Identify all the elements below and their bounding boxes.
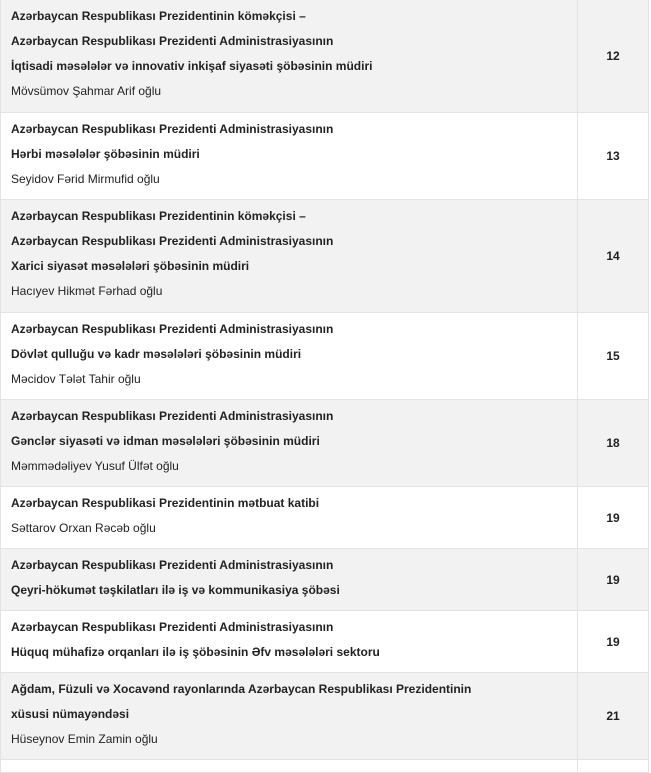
position-title-line: Dövlət qulluğu və kadr məsələləri şöbəsinin müdiri bbox=[11, 347, 302, 361]
position-title-line: Azərbaycan Respublikasi Prezidentinin mətbuat katibi bbox=[11, 496, 320, 510]
position-title-line: Qeyri-hökumət təşkilatları ilə iş və kommunikasiya şöbəsi bbox=[11, 583, 340, 597]
number-cell: 19 bbox=[578, 487, 649, 548]
table-row bbox=[1, 673, 649, 760]
table-row bbox=[1, 611, 649, 673]
position-cell bbox=[1, 673, 578, 759]
position-title-line: Azərbaycan Respublikası Prezidenti Administrasiyasının bbox=[11, 34, 334, 48]
number-cell: 19 bbox=[578, 611, 649, 672]
table-row bbox=[1, 549, 649, 611]
position-cell bbox=[1, 313, 578, 399]
number-cell: 21 bbox=[578, 673, 649, 759]
position-title-line: Hüquq mühafizə orqanları ilə iş şöbəsinin Əfv məsələləri sektoru bbox=[11, 645, 380, 659]
position-cell bbox=[1, 400, 578, 486]
position-title-line: Azərbaycan Respublikası Prezidenti Administrasiyasının bbox=[11, 322, 334, 336]
number-cell: 13 bbox=[578, 113, 649, 199]
official-name: Məmmədəliyev Yusuf Ülfət oğlu bbox=[11, 459, 179, 473]
table-row bbox=[1, 200, 649, 313]
number-cell: 19 bbox=[578, 549, 649, 610]
position-cell bbox=[1, 760, 578, 772]
position-title-line: Ağdam, Füzuli və Xocavənd rayonlarında Azərbaycan Respublikası Prezidentinin bbox=[11, 682, 472, 696]
position-cell bbox=[1, 113, 578, 199]
position-title-line: Azərbaycan Respublikası Prezidenti Administrasiyasının bbox=[11, 122, 334, 136]
position-title-line: Hərbi məsələlər şöbəsinin müdiri bbox=[11, 147, 200, 161]
table-row bbox=[1, 113, 649, 200]
table-row bbox=[1, 400, 649, 487]
official-name: Hacıyev Hikmət Fərhad oğlu bbox=[11, 284, 163, 298]
number-cell: 14 bbox=[578, 200, 649, 312]
position-cell bbox=[1, 487, 578, 548]
table-row bbox=[1, 313, 649, 400]
position-title-line: Gənclər siyasəti və idman məsələləri şöbəsinin müdiri bbox=[11, 434, 320, 448]
number-cell bbox=[578, 760, 649, 772]
official-name: Hüseynov Emin Zamin oğlu bbox=[11, 732, 158, 746]
position-cell bbox=[1, 200, 578, 312]
official-name: Məcidov Tələt Tahir oğlu bbox=[11, 372, 141, 386]
table-row bbox=[1, 487, 649, 549]
position-title-line: Azərbaycan Respublikası Prezidentinin köməkçisi – bbox=[11, 9, 306, 23]
official-name: Səttarov Orxan Rəcəb oğlu bbox=[11, 521, 156, 535]
number-cell: 18 bbox=[578, 400, 649, 486]
position-title-line: xüsusi nümayəndəsi bbox=[11, 707, 130, 721]
table-row bbox=[1, 0, 649, 113]
position-title-line: Azərbaycan Respublikası Prezidenti Administrasiyasının bbox=[11, 234, 334, 248]
position-cell bbox=[1, 549, 578, 610]
position-title-line: Azərbaycan Respublikası Prezidenti Administrasiyasının bbox=[11, 409, 334, 423]
position-cell bbox=[1, 0, 578, 112]
position-title-line: İqtisadi məsələlər və innovativ inkişaf siyasəti şöbəsinin müdiri bbox=[11, 59, 373, 73]
position-title-line: Azərbaycan Respublikası Prezidentinin köməkçisi – bbox=[11, 209, 306, 223]
official-name: Mövsümov Şahmar Arif oğlu bbox=[11, 84, 162, 98]
official-name: Seyidov Fərid Mirmufid oğlu bbox=[11, 172, 160, 186]
number-cell: 15 bbox=[578, 313, 649, 399]
position-title-line: Azərbaycan Respublikası Prezidenti Administrasiyasının bbox=[11, 558, 334, 572]
position-title-line: Azərbaycan Respublikası Prezidenti Administrasiyasının bbox=[11, 620, 334, 634]
number-cell: 12 bbox=[578, 0, 649, 112]
position-title-line: Xarici siyasət məsələləri şöbəsinin müdiri bbox=[11, 259, 250, 273]
position-cell bbox=[1, 611, 578, 672]
table-row bbox=[1, 760, 649, 773]
